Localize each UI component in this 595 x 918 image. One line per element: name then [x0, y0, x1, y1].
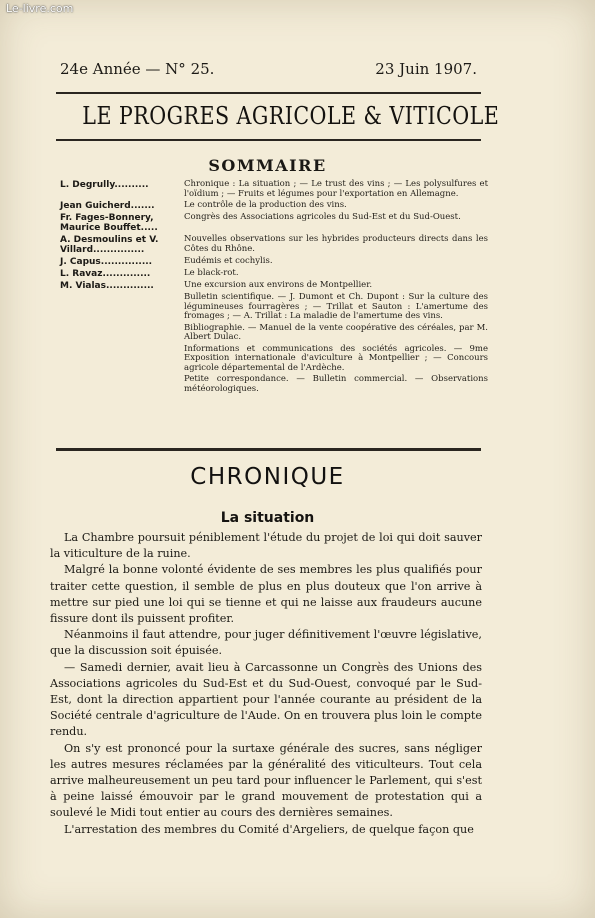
toc-author: L. Degrully.......... [60, 180, 149, 190]
toc-title: Le black-rot. [184, 268, 239, 278]
section-heading: CHRONIQUE [190, 464, 345, 490]
toc-title: Le contrôle de la production des vins. [184, 200, 347, 210]
paragraph: Néanmoins il faut attendre, pour juger définitivement l'œuvre législative, que la discussion soit épuisée. [50, 628, 482, 658]
toc-title: Une excursion aux environs de Montpellier. [184, 280, 373, 290]
toc-author: M. Vialas.............. [60, 281, 154, 291]
toc-entry [60, 281, 488, 291]
paragraph: — Samedi dernier, avait lieu à Carcassonne un Congrès des Unions des Associations agricoles du Sud-Est et du Sud-Ouest, convoqué par le Sud-Est, dont la direction appartient pour l'année courante au président de la Société centrale d'agriculture de l'Aude. On en trouvera plus loin le compte rendu. [50, 660, 482, 739]
toc-entry [60, 235, 488, 255]
toc-author: J. Capus............... [60, 257, 153, 267]
toc-entry [60, 213, 488, 233]
paragraph: Malgré la bonne volonté évidente de ses membres les plus qualifiés pour traiter cette question, il semble de plus en plus douteux que l'on arrive à mettre sur pied une loi qui se tienne et qui ne laisse aux fraudeurs aucune fissure dont ils puissent profiter. [50, 563, 482, 626]
toc-entry [60, 180, 488, 199]
toc-title: Eudémis et cochylis. [184, 256, 273, 266]
toc-title: Chronique : La situation ; — Le trust des vins ; — Les polysulfures et l'oïdium ; — Fruits et légumes pour l'exportation en Allemagne. [184, 179, 488, 199]
toc-author: Jean Guicherd....... [60, 201, 155, 211]
section-rule [56, 448, 481, 451]
paragraph: La Chambre poursuit péniblement l'étude du projet de loi qui doit sauver la viticulture de la ruine. [50, 531, 482, 561]
journal-title: LE PROGRES AGRICOLE & VITICOLE [82, 102, 500, 130]
issue-number: 24e Année — N° 25. [60, 60, 215, 78]
issue-header [60, 60, 477, 78]
article-body [50, 530, 482, 838]
issue-date: 23 Juin 1907. [375, 60, 477, 78]
toc-title: Nouvelles observations sur les hybrides producteurs directs dans les Côtes du Rhône. [184, 234, 488, 254]
toc-title: Bibliographie. — Manuel de la vente coopérative des céréales, par M. Albert Dulac. [184, 322, 488, 342]
toc-entry [60, 201, 488, 211]
toc-entry [60, 324, 488, 343]
toc-author: A. Desmoulins et V. Villard............... [60, 235, 159, 255]
toc-entry [60, 269, 488, 279]
toc-author: L. Ravaz.............. [60, 269, 151, 279]
toc-author: Fr. Fages-Bonnery, Maurice Bouffet..... [60, 213, 158, 233]
toc-title: Congrès des Associations agricoles du Sud-Est et du Sud-Ouest. [184, 212, 461, 222]
toc-entry [60, 293, 488, 322]
title-rule [56, 139, 481, 141]
toc-title: Bulletin scientifique. — J. Dumont et Ch. Dupont : Sur la culture des légumineuses fourragères ; — Trillat et Sauton : L'amertume des fromages ; — A. Trillat : La maladie de l'amertume des vins. [184, 292, 488, 321]
watermark: Le-livre.com [6, 2, 74, 15]
header-rule [56, 92, 481, 94]
toc-entry [60, 345, 488, 374]
table-of-contents [60, 180, 488, 396]
toc-title: Petite correspondance. — Bulletin commercial. — Observations météorologiques. [184, 374, 488, 394]
toc-entry [60, 375, 488, 394]
paragraph: On s'y est prononcé pour la surtaxe générale des sucres, sans négliger les autres mesures réclamées par la généralité des viticulteurs. Tout cela arrive malheureusement un peu tard pour influencer le Parlement, qui s'est à peine laissé émouvoir par le grand mouvement de protestation qui a soulevé le Midi tout entier au cours des dernières semaines. [50, 741, 482, 820]
sommaire-heading: SOMMAIRE [208, 156, 327, 175]
paragraph: L'arrestation des membres du Comité d'Argeliers, de quelque façon que [64, 822, 474, 836]
section-subheading: La situation [220, 510, 315, 526]
toc-entry [60, 257, 488, 267]
toc-title: Informations et communications des sociétés agricoles. — 9me Exposition internationale d'aviculture à Montpellier ; — Concours agricole départemental de l'Ardèche. [184, 343, 488, 373]
